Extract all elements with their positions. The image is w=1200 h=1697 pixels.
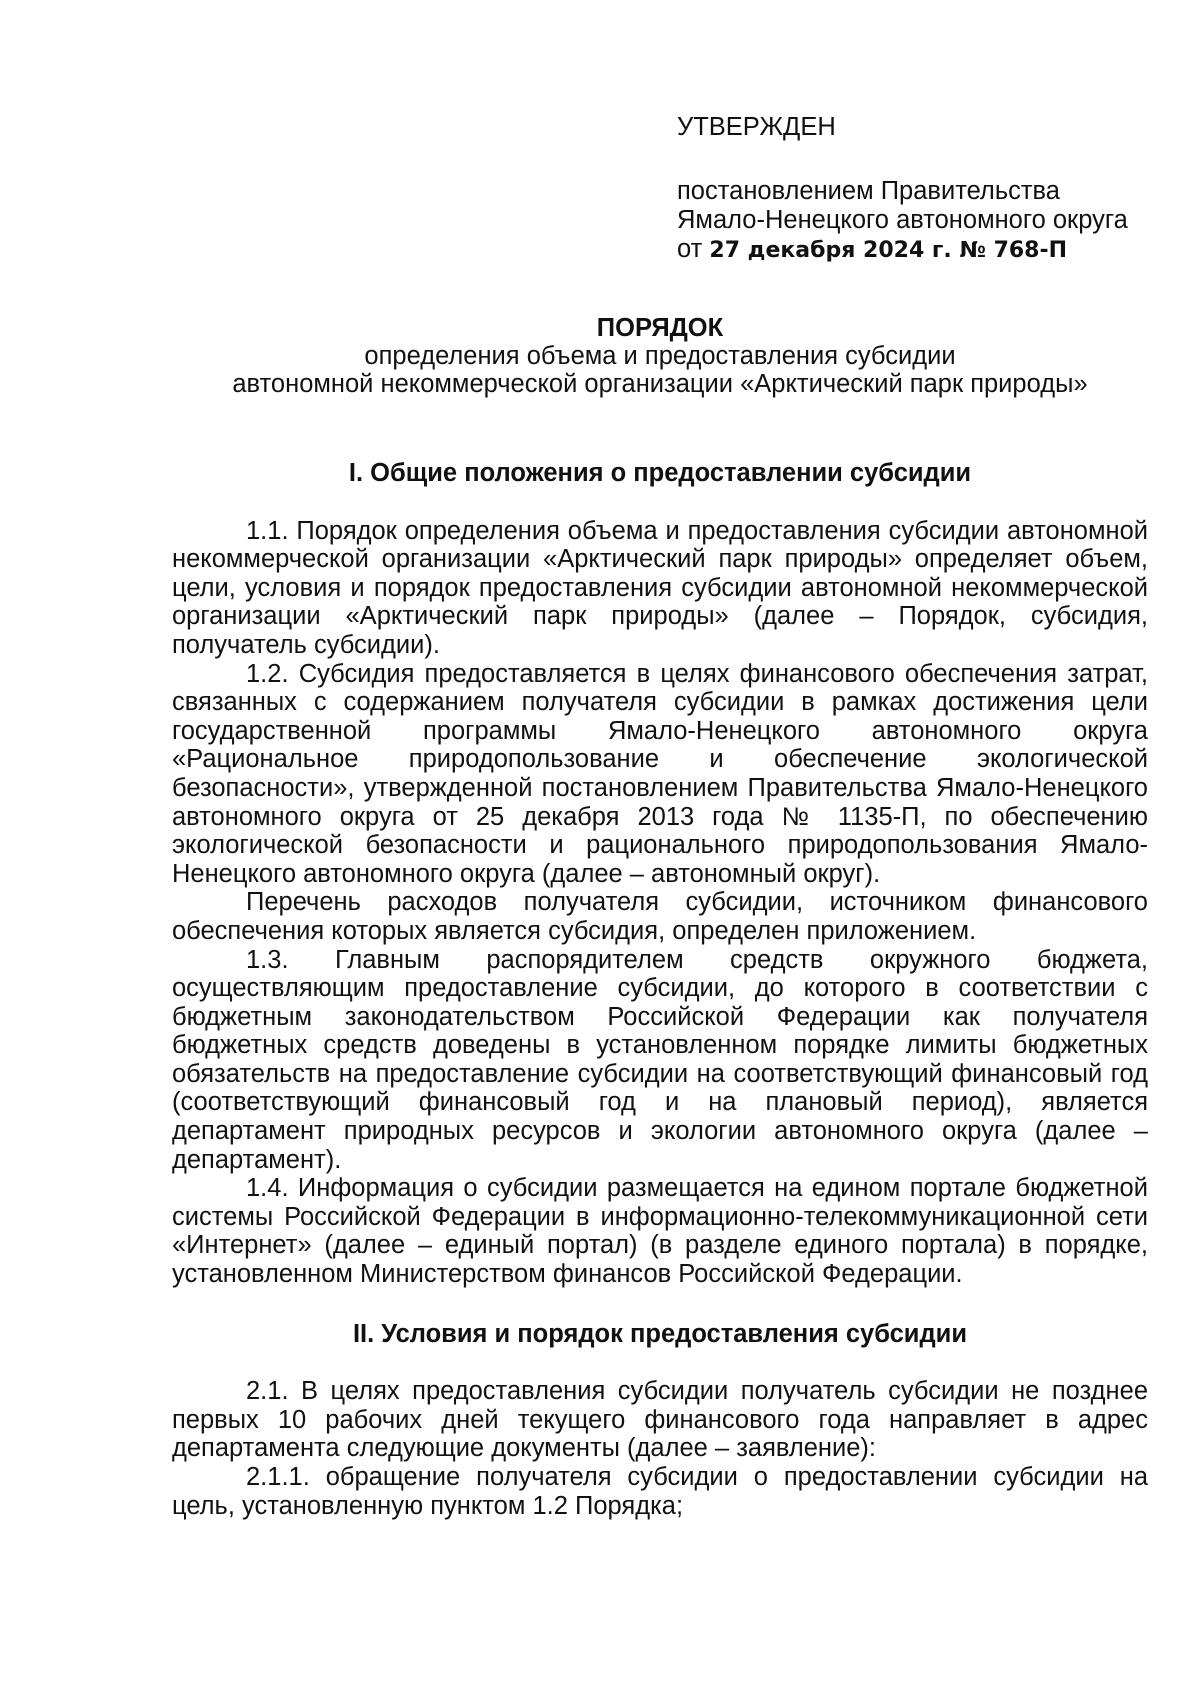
paragraph-2-1: 2.1. В целях предоставления субсидии получатель субсидии не позднее первых 10 рабочих дней текущего финансового года направляет в адрес департамента следующие документы (далее – заявление): <box>172 1377 1148 1463</box>
paragraph-1-4: 1.4. Информация о субсидии размещается на едином портале бюджетной системы Российской Федерации в информационно-телекоммуникационной сети «Интернет» (далее – единый портал) (в разделе единого портала) в порядке, установленном Министерством финансов Российской Федерации. <box>172 1174 1148 1289</box>
approval-date-line <box>677 235 1147 265</box>
paragraph-1-1: 1.1. Порядок определения объема и предоставления субсидии автономной некоммерческой организации «Арктический парк природы» определяет объем, цели, условия и порядок предоставления субсидии автономной некоммерческой организации «Арктический парк природы» (далее – Порядок, субсидия, получатель субсидии). <box>172 516 1148 659</box>
document-subtitle-line-2: автономной некоммерческой организации «Арктический парк природы» <box>232 370 1088 398</box>
section-heading-2: II. Условия и порядок предоставления субсидии <box>352 1319 968 1348</box>
approval-stamp <box>677 113 1147 265</box>
document-title-block <box>172 314 1148 398</box>
paragraph-1-3: 1.3. Главным распорядителем средств окружного бюджета, осуществляющим предоставление субсидии, до которого в соответствии с бюджетным законодательством Российской Федерации как получателя бюджетных средств доведены в установленном порядке лимиты бюджетных обязательств на предоставление субсидии на соответствующий финансовый год (соответствующий финансовый год и на плановый период), является департамент природных ресурсов и экологии автономного округа (далее – департамент). <box>172 945 1148 1174</box>
document-body <box>172 459 1148 1520</box>
approval-date-prefix: от <box>677 235 703 263</box>
approval-date-number: 27 декабря 2024 г. № 768-П <box>709 238 1068 263</box>
document-title: ПОРЯДОК <box>596 314 724 342</box>
paragraph-1-2-list: Перечень расходов получателя субсидии, источником финансового обеспечения которых является субсидия, определен приложением. <box>172 888 1148 945</box>
approval-line-2: Ямало-Ненецкого автономного округа <box>677 206 1128 234</box>
paragraph-2-1-1: 2.1.1. обращение получателя субсидии о предоставлении субсидии на цель, установленную пунктом 1.2 Порядка; <box>172 1463 1148 1520</box>
paragraph-1-2: 1.2. Субсидия предоставляется в целях финансового обеспечения затрат, связанных с содержанием получателя субсидии в рамках достижения цели государственной программы Ямало-Ненецкого автономного округа «Рациональное природопользование и обеспечение экологической безопасности», утвержденной постановлением Правительства Ямало-Ненецкого автономного округа от 25 декабря 2013 года № 1135-П, по обеспечению экологической безопасности и рационального природопользования Ямало-Ненецкого автономного округа (далее – автономный округ). <box>172 659 1148 888</box>
section-heading-1: I. Общие положения о предоставлении субсидии <box>348 459 972 487</box>
approval-line-1: постановлением Правительства <box>677 177 1060 205</box>
approved-label: УТВЕРЖДЕН <box>677 113 836 141</box>
document-subtitle-line-1: определения объема и предоставления субсидии <box>364 342 956 370</box>
